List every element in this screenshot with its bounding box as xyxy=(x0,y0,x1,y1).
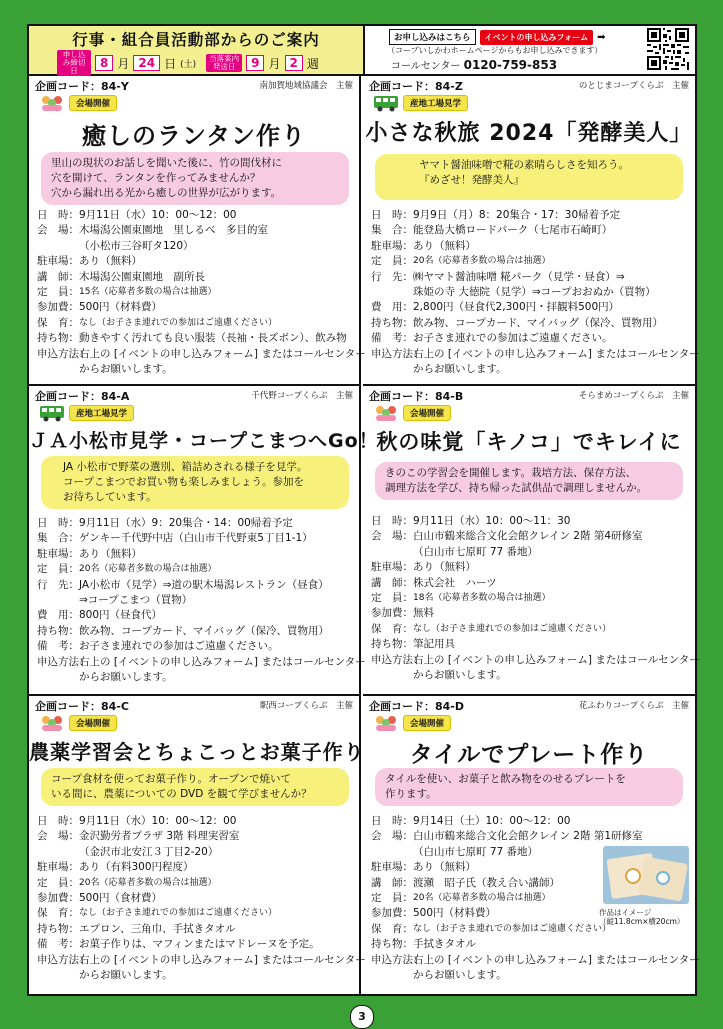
detail-line xyxy=(371,968,689,983)
detail-line xyxy=(37,876,355,891)
detail-line xyxy=(371,637,689,652)
description-line: コープ食材を使ってお菓子作り。オーブンで焼いて xyxy=(51,773,292,785)
event-title: ＪＡ小松市見学・コープこまつへGo！ xyxy=(29,430,379,452)
detail-key xyxy=(37,239,79,254)
detail-key: 駐車場： xyxy=(37,255,79,268)
detail-key: 費 用： xyxy=(37,609,79,622)
detail-line xyxy=(371,208,689,223)
bus-icon xyxy=(373,94,399,112)
badge-row xyxy=(373,714,451,732)
detail-line xyxy=(371,362,689,377)
detail-value: あり（無料） xyxy=(413,861,476,874)
detail-value: 木場潟公園東園地 副所長 xyxy=(79,270,205,283)
detail-line xyxy=(37,285,355,300)
event-card-84-y xyxy=(29,76,366,384)
detail-line xyxy=(371,653,700,668)
detail-key xyxy=(37,968,79,983)
flyer-page xyxy=(27,24,700,996)
description-line: 作ります。 xyxy=(385,788,437,800)
detail-value: 800円（昼食代） xyxy=(79,609,163,622)
detail-key: 定 員： xyxy=(37,876,79,889)
event-title: 癒しのランタン作り xyxy=(81,122,307,150)
detail-key: 集 合： xyxy=(37,532,79,545)
header xyxy=(29,26,695,76)
dispatch-label: 当落案内発送日 xyxy=(206,54,242,72)
apply-note: （コープいしかわホームページからもお申し込みできます） xyxy=(387,46,603,55)
detail-key: 日 時： xyxy=(371,515,413,527)
bus-icon xyxy=(39,404,65,422)
detail-line xyxy=(371,300,689,315)
deadline-day: 24 xyxy=(133,55,160,71)
description-line: 『めざせ！発酵美人』 xyxy=(419,174,524,186)
detail-value: 右上の [イベントの申し込みフォーム] またはコールセンター xyxy=(79,953,366,966)
description-line: きのこの学習会を開催します。栽培方法、保存方法、 xyxy=(385,467,637,479)
apply-here-label: お申し込みはこちら xyxy=(389,29,476,45)
detail-key xyxy=(371,362,413,377)
badge-row xyxy=(39,94,117,112)
description-line: コープこまつでお買い物も楽しみましょう。参加を xyxy=(63,476,304,488)
detail-key: 備 考： xyxy=(37,938,79,951)
description-line: JA 小松市で野菜の選別、箱詰めされる様子を見学。 xyxy=(63,461,308,473)
detail-key: 参加費： xyxy=(37,301,79,314)
detail-key: 日 時： xyxy=(37,209,79,221)
detail-line xyxy=(37,608,355,623)
detail-line xyxy=(37,953,366,968)
detail-value: 右上の [イベントの申し込みフォーム] またはコールセンター xyxy=(79,347,366,360)
detail-line xyxy=(37,223,355,238)
detail-key: 申込方法： xyxy=(37,655,90,668)
people-icon xyxy=(373,714,399,732)
detail-line xyxy=(37,347,366,362)
detail-value: からお願いします。 xyxy=(79,363,173,376)
detail-key: 参加費： xyxy=(371,607,413,620)
detail-value: 9月9日（月）8：20集合・17：30帰着予定 xyxy=(413,209,621,221)
detail-key: 講 師： xyxy=(37,270,79,283)
event-badge: 産地工場見学 xyxy=(69,405,134,421)
detail-value: からお願いします。 xyxy=(79,671,173,684)
detail-line xyxy=(371,347,700,362)
detail-key: 参加費： xyxy=(37,892,79,905)
event-code: 企画コード：84-D xyxy=(369,700,465,713)
detail-line xyxy=(37,906,355,921)
dispatch-week: 2 xyxy=(285,55,303,71)
description-line: 里山の現状のお話しを聞いた後に、竹の間伐材に xyxy=(51,157,282,169)
detail-key: 駐車場： xyxy=(37,547,79,560)
event-badge: 会場開催 xyxy=(403,715,451,731)
detail-value: 渡瀬 昭子氏（教え合い講師） xyxy=(413,876,560,889)
detail-line xyxy=(371,622,689,637)
detail-line xyxy=(37,829,355,844)
detail-value: 18名（応募者多数の場合は抽選） xyxy=(413,593,551,604)
page-title: 行事・組合員活動部からのご案内 xyxy=(72,31,320,49)
detail-line xyxy=(371,529,689,544)
detail-value: あり（無料） xyxy=(413,239,476,252)
description-line: いる間に、農薬についての DVD を観て学びませんか？ xyxy=(51,788,312,800)
event-badge: 産地工場見学 xyxy=(403,95,468,111)
detail-line xyxy=(37,208,355,223)
event-card-84-b xyxy=(363,384,700,694)
detail-value: ゲンキー千代野中店（白山市千代野東5丁目1-1） xyxy=(79,532,313,545)
detail-value: 9月11日（水）9：20集合・14：00帰着予定 xyxy=(79,517,293,529)
apply-row xyxy=(389,29,606,45)
detail-value: 金沢勤労者プラザ 3階 料理実習室 xyxy=(79,830,240,843)
detail-key xyxy=(371,285,413,300)
event-badge: 会場開催 xyxy=(403,405,451,421)
detail-line xyxy=(37,860,355,875)
event-description xyxy=(41,456,349,509)
detail-value: なし（お子さま連れでの参加はご遠慮ください） xyxy=(79,317,278,328)
page-number: 3 xyxy=(350,1005,374,1029)
detail-value: 9月11日（水）10：00～11：30 xyxy=(413,515,571,527)
badge-row xyxy=(373,404,451,422)
detail-line xyxy=(371,545,689,560)
detail-line xyxy=(37,270,355,285)
detail-line xyxy=(37,300,355,315)
detail-value: 2,800円（昼食代2,300円・拝観料500円） xyxy=(413,301,620,314)
detail-key: 駐車場： xyxy=(371,239,413,252)
event-title: 秋の味覚「キノコ」でキレイに xyxy=(376,430,682,454)
people-icon xyxy=(39,714,65,732)
detail-line xyxy=(371,316,689,331)
detail-line xyxy=(371,223,689,238)
qr-code-icon[interactable] xyxy=(647,28,689,70)
detail-value: 15名（応募者多数の場合は抽選） xyxy=(79,287,217,298)
detail-line xyxy=(371,514,689,529)
detail-key: 講 師： xyxy=(371,576,413,589)
detail-key: 備 考： xyxy=(37,640,79,653)
detail-key: 行 先： xyxy=(371,270,413,283)
event-title: タイルでプレート作り xyxy=(409,742,649,768)
detail-line xyxy=(371,606,689,621)
detail-line xyxy=(37,254,355,269)
photo-caption xyxy=(599,908,684,926)
detail-value: お子さま連れでの参加はご遠慮ください。 xyxy=(413,332,613,345)
detail-line xyxy=(371,576,689,591)
event-code: 企画コード：84-B xyxy=(369,390,464,403)
apply-panel xyxy=(365,26,695,74)
caption-line: 作品はイメージ xyxy=(599,908,652,917)
detail-key xyxy=(37,362,79,377)
detail-line xyxy=(371,953,700,968)
detail-value: 飲み物、コープカード、マイバッグ（保冷、買物用） xyxy=(79,624,330,637)
detail-value: 20名（応募者多数の場合は抽選） xyxy=(79,877,217,888)
detail-key: 会 場： xyxy=(37,830,79,843)
detail-line xyxy=(37,624,355,639)
week-suffix: 週 xyxy=(306,56,319,71)
detail-value: （小松市三谷町タ120） xyxy=(79,239,194,252)
organizer: そらまめコープくらぶ 主催 xyxy=(578,391,689,401)
event-card-84-z xyxy=(363,76,700,384)
detail-value: ㈱ヤマト醤油味噌 糀パーク（見学・昼食）⇒ xyxy=(413,270,625,283)
event-description xyxy=(41,152,349,205)
detail-key: 会 場： xyxy=(371,830,413,843)
detail-line xyxy=(37,655,366,670)
description-line: 穴を開けて、ランタンを作ってみませんか？ xyxy=(51,172,261,184)
description-line: タイルを使い、お菓子と飲み物をのせるプレートを xyxy=(385,773,626,785)
detail-key: 参加費： xyxy=(371,907,413,920)
description-line: ヤマト醤油味噌で糀の素晴らしさを知ろう。 xyxy=(419,159,629,171)
detail-value: あり（無料） xyxy=(79,547,142,560)
dispatch-month: 9 xyxy=(246,55,264,71)
detail-key: 申込方法： xyxy=(371,347,424,360)
detail-key: 保 育： xyxy=(37,316,79,329)
detail-value: 500円（食材費） xyxy=(79,892,163,905)
event-description xyxy=(375,768,683,806)
event-title: 小さな秋旅 2024「発酵美人」 xyxy=(365,121,693,146)
detail-line xyxy=(37,578,355,593)
description-line: 穴から漏れ出る光から癒しの世界が広がります。 xyxy=(51,187,282,199)
detail-value: 右上の [イベントの申し込みフォーム] またはコールセンター xyxy=(413,653,700,666)
event-code: 企画コード：84-C xyxy=(35,700,129,713)
detail-line xyxy=(371,331,689,346)
badge-row xyxy=(373,94,468,112)
detail-key: 持ち物： xyxy=(37,922,79,935)
event-code: 企画コード：84-A xyxy=(35,390,130,403)
detail-line xyxy=(371,814,689,829)
header-title-panel xyxy=(29,26,365,74)
detail-key: 申込方法： xyxy=(37,953,90,966)
detail-key: 会 場： xyxy=(371,530,413,543)
detail-key: 持ち物： xyxy=(371,638,413,651)
detail-value: 9月11日（水）10：00～12：00 xyxy=(79,209,237,221)
detail-line xyxy=(371,560,689,575)
detail-key: 持ち物： xyxy=(37,332,79,345)
detail-key: 日 時： xyxy=(37,815,79,827)
people-icon xyxy=(39,94,65,112)
detail-key: 定 員： xyxy=(37,286,79,299)
detail-line xyxy=(37,562,355,577)
detail-key xyxy=(37,670,79,685)
detail-line xyxy=(371,829,689,844)
detail-line xyxy=(37,639,355,654)
detail-line xyxy=(37,316,355,331)
detail-value: あり（無料） xyxy=(79,255,142,268)
apply-form-button[interactable]: イベントの申し込みフォーム xyxy=(480,30,594,45)
detail-line xyxy=(37,891,355,906)
detail-key: 保 育： xyxy=(371,622,413,635)
detail-value: 動きやすく汚れても良い服装（長袖・長ズボン）、飲み物 xyxy=(79,332,347,345)
event-card-84-c xyxy=(29,694,366,996)
detail-line xyxy=(37,331,355,346)
detail-value: お菓子作りは、マフィンまたはマドレーヌを予定。 xyxy=(79,938,320,951)
detail-line xyxy=(37,937,355,952)
detail-key: 駐車場： xyxy=(37,861,79,874)
detail-key: 持ち物： xyxy=(371,316,413,329)
detail-key: 備 考： xyxy=(371,332,413,345)
event-description xyxy=(375,462,683,500)
event-badge: 会場開催 xyxy=(69,95,117,111)
detail-key xyxy=(371,845,413,860)
detail-value: 白山市鶴来総合文化会館クレイン 2階 第1研修室 xyxy=(413,830,643,843)
detail-value: 9月11日（水）10：00～12：00 xyxy=(79,815,237,827)
organizer: 千代野コープくらぶ 主催 xyxy=(251,391,353,401)
detail-value: （金沢市北安江３丁目2-20） xyxy=(79,845,219,858)
detail-key: 駐車場： xyxy=(371,861,413,874)
detail-key: 保 育： xyxy=(371,922,413,935)
organizer: 花ふわりコープくらぶ 主催 xyxy=(578,701,689,711)
event-details xyxy=(37,208,366,377)
event-card-84-d xyxy=(363,694,700,996)
detail-line xyxy=(37,814,355,829)
event-details xyxy=(37,814,366,983)
detail-value: 株式会社 ハーツ xyxy=(413,576,497,589)
detail-value: 右上の [イベントの申し込みフォーム] またはコールセンター xyxy=(413,953,700,966)
detail-line xyxy=(37,239,355,254)
detail-value: 無料 xyxy=(413,607,434,620)
detail-line xyxy=(37,670,355,685)
event-description xyxy=(41,768,349,806)
detail-line xyxy=(371,668,689,683)
detail-key: 日 時： xyxy=(371,209,413,221)
detail-line xyxy=(371,254,689,269)
detail-line xyxy=(371,591,689,606)
event-code: 企画コード：84-Z xyxy=(369,80,463,93)
event-details xyxy=(37,516,366,685)
detail-line xyxy=(371,239,689,254)
detail-value: 右上の [イベントの申し込みフォーム] またはコールセンター xyxy=(413,347,700,360)
detail-value: （白山市七原町 77 番地） xyxy=(413,545,539,558)
detail-key: 定 員： xyxy=(371,255,413,268)
detail-value: なし（お子さま連れでの参加はご遠慮ください） xyxy=(79,908,278,919)
detail-key xyxy=(371,968,413,983)
organizer: 駅西コープくらぶ 主催 xyxy=(259,701,353,711)
detail-key: 申込方法： xyxy=(371,953,424,966)
detail-key: 定 員： xyxy=(371,592,413,605)
organizer: のとじまコープくらぶ 主催 xyxy=(578,81,689,91)
detail-value: 手拭きタオル xyxy=(413,938,476,951)
event-description xyxy=(375,154,683,200)
detail-line xyxy=(37,845,355,860)
detail-key: 定 員： xyxy=(37,563,79,576)
detail-key: 日 時： xyxy=(37,517,79,529)
detail-key xyxy=(371,545,413,560)
detail-line xyxy=(371,937,689,952)
call-center-number[interactable]: 0120-759-853 xyxy=(463,58,558,72)
detail-value: 20名（応募者多数の場合は抽選） xyxy=(413,256,551,267)
detail-value: 筆記用具 xyxy=(413,638,455,651)
detail-key: 駐車場： xyxy=(371,561,413,574)
detail-key: 会 場： xyxy=(37,224,79,237)
call-center xyxy=(391,57,557,72)
detail-line xyxy=(37,547,355,562)
caption-line: （縦11.8cm×横20cm） xyxy=(599,917,685,926)
event-badge: 会場開催 xyxy=(69,715,117,731)
detail-line xyxy=(37,516,355,531)
event-details xyxy=(371,208,700,377)
detail-value: 飲み物、コープカード、マイバッグ（保冷、買物用） xyxy=(413,316,664,329)
detail-key: 費 用： xyxy=(371,301,413,314)
detail-value: なし（お子さま連れでの参加はご遠慮ください） xyxy=(413,623,612,634)
detail-value: ⇒コープこまつ（買物） xyxy=(79,594,193,607)
detail-key: 集 合： xyxy=(371,224,413,237)
organizer: 南加賀地域協議会 主催 xyxy=(259,81,353,91)
detail-line xyxy=(37,968,355,983)
detail-value: 木場潟公園東園地 里しるべ 多目的室 xyxy=(79,224,268,237)
deadline-dow: (土) xyxy=(180,59,197,70)
detail-value: からお願いします。 xyxy=(413,669,507,682)
event-card-84-a xyxy=(29,384,379,694)
detail-key: 定 員： xyxy=(371,892,413,905)
detail-key: 申込方法： xyxy=(37,347,90,360)
detail-key xyxy=(37,593,79,608)
deadline-month: 8 xyxy=(95,55,113,71)
description-line: お待ちしています。 xyxy=(63,491,157,503)
detail-key: 行 先： xyxy=(37,578,79,591)
detail-line xyxy=(37,593,355,608)
detail-value: からお願いします。 xyxy=(413,363,507,376)
detail-line xyxy=(37,362,355,377)
detail-key xyxy=(371,668,413,683)
detail-value: 9月14日（土）10：00～12：00 xyxy=(413,815,571,827)
badge-row xyxy=(39,714,117,732)
detail-value: 500円（材料費） xyxy=(413,907,497,920)
detail-line xyxy=(371,270,689,285)
detail-value: 白山市鶴来総合文化会館クレイン 2階 第4研修室 xyxy=(413,530,643,543)
event-title: 農薬学習会とちょこっとお菓子作り xyxy=(29,740,365,764)
people-icon xyxy=(373,404,399,422)
detail-value: からお願いします。 xyxy=(413,969,507,982)
detail-value: JA小松市（見学）⇒道の駅木場潟レストラン（昼食） xyxy=(79,578,329,591)
detail-value: 能登島大橋ロードパーク（七尾市石崎町） xyxy=(413,224,613,237)
detail-key xyxy=(37,845,79,860)
badge-row xyxy=(39,404,134,422)
deadline-label: 申し込み締切日 xyxy=(57,50,91,76)
detail-value: からお願いします。 xyxy=(79,969,173,982)
detail-key: 申込方法： xyxy=(371,653,424,666)
deadline-row: 申し込み締切日 8 月 24 日 (土) 当落案内発送日 9 月 2 週 xyxy=(57,50,319,76)
arrow-right-icon: ➡ xyxy=(597,31,606,43)
call-center-label: コールセンター xyxy=(391,61,461,72)
description-line: 調理方法を学び、持ち帰った試供品で調理しませんか。 xyxy=(385,482,648,494)
detail-value: 右上の [イベントの申し込みフォーム] またはコールセンター xyxy=(79,655,366,668)
detail-value: エプロン、三角巾、手拭きタオル xyxy=(79,922,236,935)
detail-key: 保 育： xyxy=(37,907,79,920)
detail-value: あり（有料300円程度） xyxy=(79,861,194,874)
detail-value: なし（お子さま連れでの参加はご遠慮ください） xyxy=(413,923,612,934)
detail-key: 日 時： xyxy=(371,815,413,827)
detail-line xyxy=(37,922,355,937)
detail-value: 20名（応募者多数の場合は抽選） xyxy=(413,893,551,904)
detail-key: 講 師： xyxy=(371,876,413,889)
detail-value: 珠姫の寺 大徳院（見学）⇒コープおおぬか（買物） xyxy=(413,286,656,299)
detail-value: あり（無料） xyxy=(413,561,476,574)
detail-value: お子さま連れでの参加はご遠慮ください。 xyxy=(79,640,279,653)
detail-key: 持ち物： xyxy=(37,624,79,637)
detail-line xyxy=(37,531,355,546)
detail-key: 持ち物： xyxy=(371,938,413,951)
event-code: 企画コード：84-Y xyxy=(35,80,129,93)
event-details xyxy=(371,514,700,683)
tile-plate-photo xyxy=(603,846,689,904)
detail-line xyxy=(371,285,689,300)
detail-value: 20名（応募者多数の場合は抽選） xyxy=(79,564,217,575)
detail-value: 500円（材料費） xyxy=(79,301,163,314)
detail-value: （白山市七原町 77 番地） xyxy=(413,845,539,858)
